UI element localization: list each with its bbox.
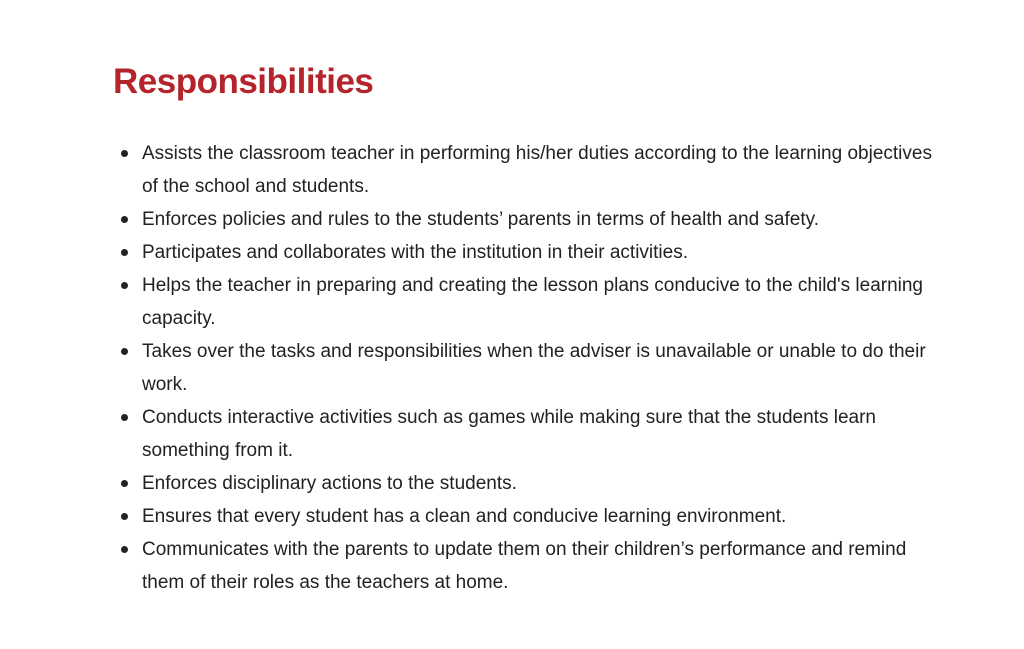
list-item xyxy=(142,269,942,335)
list-item xyxy=(142,401,942,467)
bullet-icon xyxy=(121,249,128,256)
list-item-text: Helps the teacher in preparing and creating the lesson plans conducive to the child's learning capacity. xyxy=(142,275,924,329)
list-item-text: Enforces disciplinary actions to the students. xyxy=(142,473,517,494)
list-item xyxy=(142,533,942,599)
list-item-text: Conducts interactive activities such as games while making sure that the students learn something from it. xyxy=(142,407,876,461)
list-item xyxy=(142,236,942,269)
bullet-icon xyxy=(121,216,128,223)
bullet-icon xyxy=(121,282,128,289)
list-item-text: Assists the classroom teacher in performing his/her duties according to the learning objectives of the school and students. xyxy=(142,143,932,197)
list-item-text: Takes over the tasks and responsibilities when the adviser is unavailable or unable to do their work. xyxy=(142,341,926,395)
bullet-icon xyxy=(121,546,128,553)
list-item-text: Enforces policies and rules to the students’ parents in terms of health and safety. xyxy=(142,209,819,230)
list-item-text: Communicates with the parents to update them on their children’s performance and remind them of their roles as the teachers at home. xyxy=(142,539,907,593)
responsibilities-list xyxy=(113,137,942,599)
list-item xyxy=(142,137,942,203)
list-item xyxy=(142,203,942,236)
bullet-icon xyxy=(121,513,128,520)
list-item-text: Participates and collaborates with the institution in their activities. xyxy=(142,242,688,263)
list-item xyxy=(142,467,942,500)
list-item xyxy=(142,335,942,401)
list-item xyxy=(142,500,942,533)
list-item-text: Ensures that every student has a clean and conducive learning environment. xyxy=(142,506,787,527)
bullet-icon xyxy=(121,414,128,421)
bullet-icon xyxy=(121,150,128,157)
section-heading: Responsibilities xyxy=(113,62,374,101)
bullet-icon xyxy=(121,348,128,355)
bullet-icon xyxy=(121,480,128,487)
